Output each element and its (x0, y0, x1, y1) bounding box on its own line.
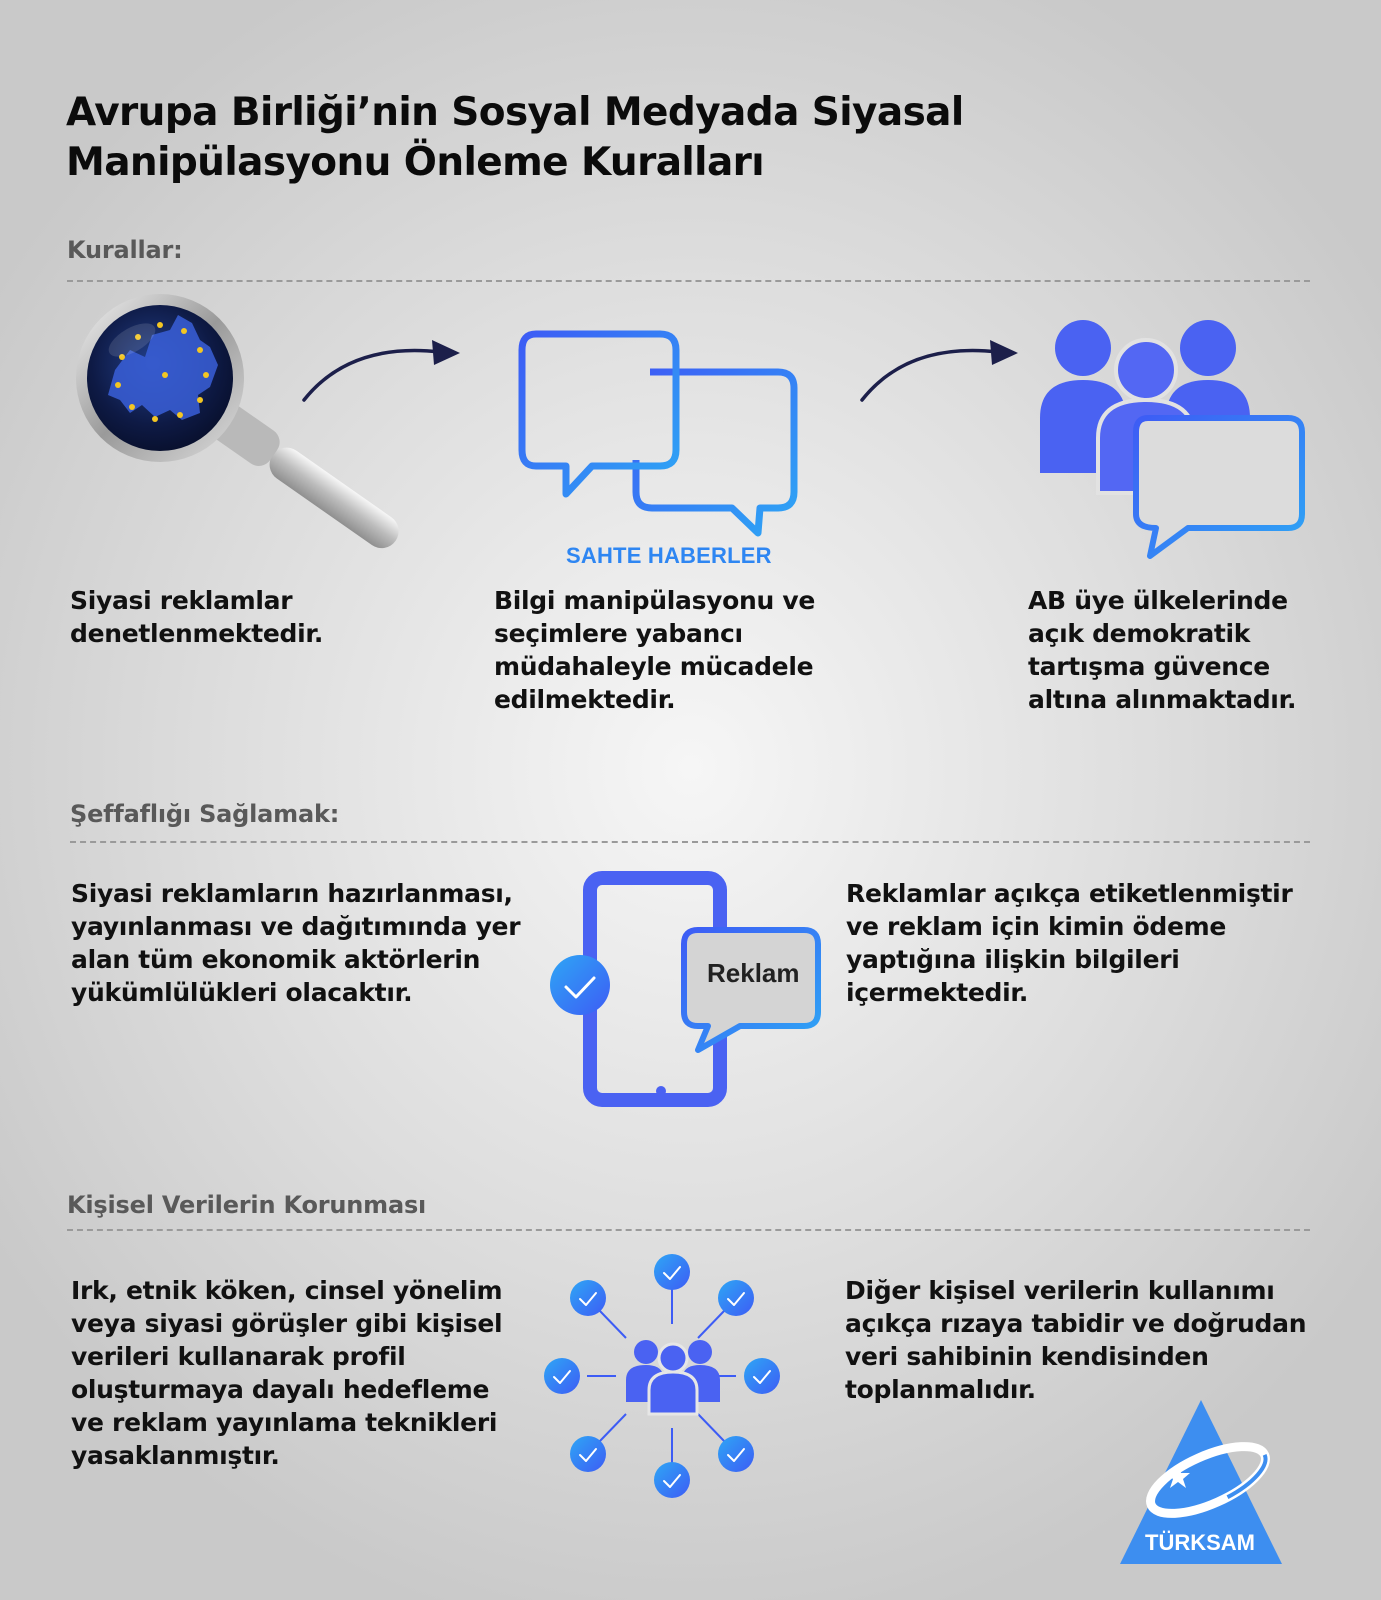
section-divider (67, 1229, 1310, 1231)
people-chat-icon (1038, 318, 1308, 568)
page-title (66, 88, 1066, 188)
title-line-2: Manipülasyonu Önleme Kuralları (66, 140, 765, 185)
data-network-icon (548, 1252, 806, 1502)
rule-text-3: AB üye ülkelerinde açık demokratik tartışma güvence altına alınmaktadır. (1028, 586, 1297, 714)
section-label-transparency: Şeffaflığı Sağlamak: (70, 800, 340, 828)
fake-news-caption: SAHTE HABERLER (566, 543, 772, 568)
speech-bubbles-icon (520, 330, 810, 540)
title-line-1: Avrupa Birliği’nin Sosyal Medyada Siyasal (66, 90, 964, 135)
arrow-icon (858, 338, 1028, 408)
logo-text: TÜRKSAM (1145, 1530, 1255, 1555)
transparency-right-text: Reklamlar açıkça etiketlenmiştir ve reklam için kimin ödeme yaptığına ilişkin bilgileri içermektedir. (846, 879, 1293, 1007)
data-protection-right-text: Diğer kişisel verilerin kullanımı açıkça rızaya tabidir ve doğrudan veri sahibinin kendisinden toplanmalıdır. (845, 1276, 1307, 1404)
transparency-left-text: Siyasi reklamların hazırlanması, yayınlanması ve dağıtımında yer alan tüm ekonomik aktörlerin yükümlülükleri olacaktır. (71, 879, 521, 1007)
section-label-rules: Kurallar: (67, 236, 183, 264)
ad-label: Reklam (707, 958, 800, 988)
turksam-logo (1118, 1398, 1284, 1566)
section-label-data-protection: Kişisel Verilerin Korunması (67, 1191, 427, 1219)
rule-text-2: Bilgi manipülasyonu ve seçimlere yabancı müdahaleyle mücadele edilmektedir. (494, 586, 816, 714)
eu-magnifier-icon (60, 295, 400, 565)
rule-text-1: Siyasi reklamlar denetlenmektedir. (70, 586, 324, 648)
section-divider (70, 841, 1310, 843)
arrow-icon (300, 338, 470, 408)
section-divider (67, 280, 1310, 282)
data-protection-left-text: Irk, etnik köken, cinsel yönelim veya siyasi görüşler gibi kişisel verileri kullanarak profil oluşturmaya dayalı hedefleme ve reklam yayınlama teknikleri yasaklanmıştır. (71, 1276, 503, 1470)
